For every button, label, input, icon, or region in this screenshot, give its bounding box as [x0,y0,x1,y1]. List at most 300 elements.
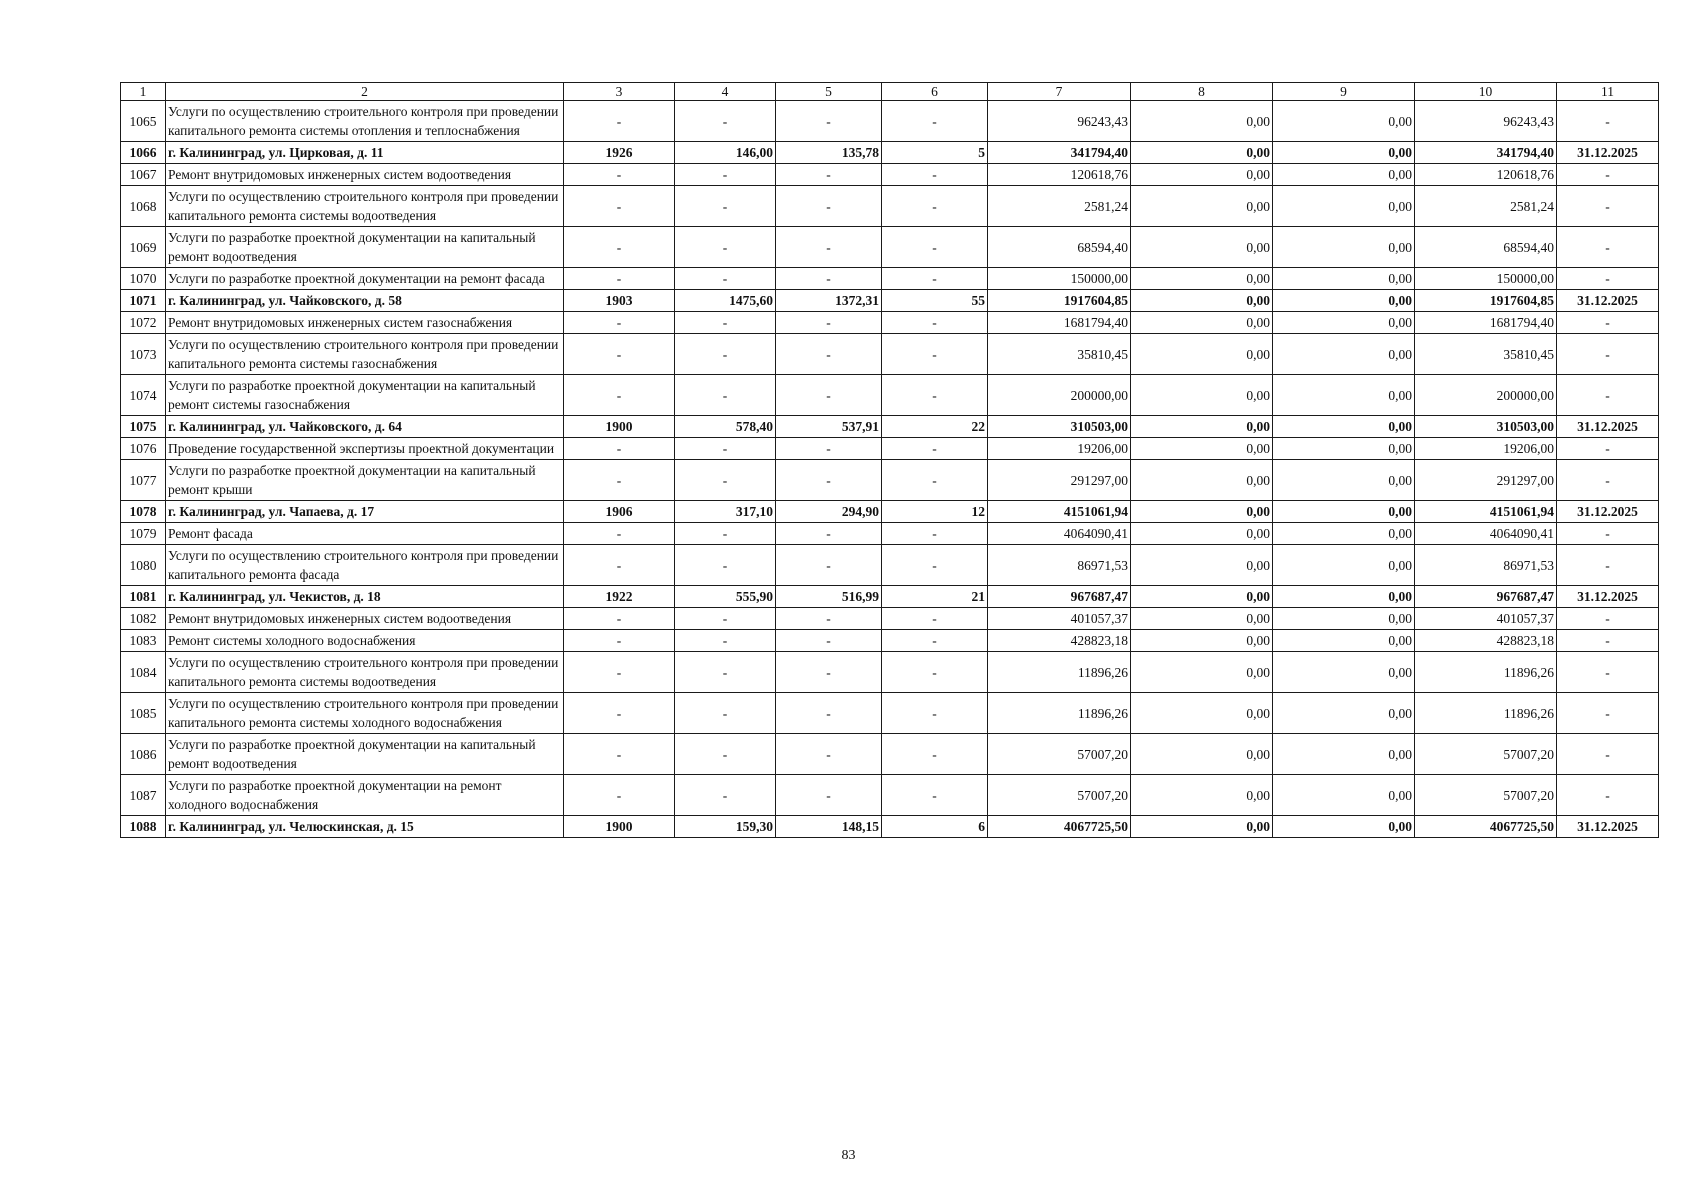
column-number-row [121,83,1659,101]
value-col-3: - [564,101,675,142]
value-col-10: 2581,24 [1415,186,1557,227]
value-col-5: - [776,268,882,290]
value-col-6: 6 [882,816,988,838]
value-col-7: 1917604,85 [988,290,1131,312]
address-row [121,501,1659,523]
value-col-10: 200000,00 [1415,375,1557,416]
value-col-5: - [776,164,882,186]
row-number: 1080 [121,545,166,586]
value-col-7: 35810,45 [988,334,1131,375]
row-number: 1085 [121,693,166,734]
work-description: г. Калининград, ул. Чайковского, д. 58 [166,290,564,312]
value-col-5: - [776,630,882,652]
work-description: Услуги по осуществлению строительного контроля при проведении капитального ремонта системы холодного водоснабжения [166,693,564,734]
value-col-7: 291297,00 [988,460,1131,501]
value-col-7: 4151061,94 [988,501,1131,523]
value-col-6: - [882,460,988,501]
work-item-row [121,186,1659,227]
row-number: 1088 [121,816,166,838]
value-col-7: 200000,00 [988,375,1131,416]
value-col-8: 0,00 [1131,416,1273,438]
work-description: г. Калининград, ул. Чапаева, д. 17 [166,501,564,523]
value-col-11: - [1557,693,1659,734]
value-col-7: 96243,43 [988,101,1131,142]
row-number: 1076 [121,438,166,460]
row-number: 1087 [121,775,166,816]
value-col-11: - [1557,608,1659,630]
value-col-3: - [564,693,675,734]
value-col-9: 0,00 [1273,227,1415,268]
work-description: г. Калининград, ул. Цирковая, д. 11 [166,142,564,164]
value-col-10: 96243,43 [1415,101,1557,142]
value-col-7: 150000,00 [988,268,1131,290]
column-header: 8 [1131,83,1273,101]
column-header: 10 [1415,83,1557,101]
value-col-8: 0,00 [1131,334,1273,375]
value-col-10: 57007,20 [1415,734,1557,775]
value-col-5: - [776,652,882,693]
value-col-8: 0,00 [1131,460,1273,501]
value-col-3: - [564,438,675,460]
value-col-11: 31.12.2025 [1557,416,1659,438]
row-number: 1077 [121,460,166,501]
value-col-3: 1906 [564,501,675,523]
value-col-9: 0,00 [1273,630,1415,652]
value-col-5: 537,91 [776,416,882,438]
value-col-3: 1900 [564,816,675,838]
work-description: Ремонт внутридомовых инженерных систем водоотведения [166,608,564,630]
work-description: Услуги по осуществлению строительного контроля при проведении капитального ремонта системы газоснабжения [166,334,564,375]
value-col-3: 1922 [564,586,675,608]
work-description: Услуги по разработке проектной документации на капитальный ремонт водоотведения [166,734,564,775]
value-col-11: - [1557,334,1659,375]
work-description: г. Калининград, ул. Чекистов, д. 18 [166,586,564,608]
value-col-11: - [1557,101,1659,142]
value-col-4: - [675,608,776,630]
value-col-7: 341794,40 [988,142,1131,164]
value-col-8: 0,00 [1131,652,1273,693]
value-col-6: - [882,312,988,334]
row-number: 1067 [121,164,166,186]
column-header: 7 [988,83,1131,101]
value-col-5: - [776,545,882,586]
value-col-11: - [1557,438,1659,460]
address-row [121,416,1659,438]
value-col-3: - [564,268,675,290]
value-col-3: 1926 [564,142,675,164]
column-header: 5 [776,83,882,101]
work-description: Ремонт системы холодного водоснабжения [166,630,564,652]
value-col-6: - [882,268,988,290]
value-col-7: 57007,20 [988,775,1131,816]
value-col-6: - [882,775,988,816]
row-number: 1079 [121,523,166,545]
value-col-5: - [776,693,882,734]
value-col-10: 967687,47 [1415,586,1557,608]
value-col-11: - [1557,652,1659,693]
row-number: 1078 [121,501,166,523]
value-col-6: 5 [882,142,988,164]
value-col-3: - [564,652,675,693]
value-col-4: - [675,523,776,545]
value-col-9: 0,00 [1273,734,1415,775]
value-col-9: 0,00 [1273,652,1415,693]
work-item-row [121,545,1659,586]
column-header: 9 [1273,83,1415,101]
value-col-6: - [882,693,988,734]
work-description: Ремонт внутридомовых инженерных систем водоотведения [166,164,564,186]
address-row [121,816,1659,838]
value-col-5: - [776,734,882,775]
work-description: г. Калининград, ул. Чайковского, д. 64 [166,416,564,438]
value-col-6: - [882,630,988,652]
value-col-10: 11896,26 [1415,652,1557,693]
value-col-8: 0,00 [1131,186,1273,227]
value-col-7: 57007,20 [988,734,1131,775]
value-col-5: - [776,608,882,630]
value-col-6: - [882,101,988,142]
value-col-11: - [1557,268,1659,290]
value-col-8: 0,00 [1131,816,1273,838]
value-col-10: 1917604,85 [1415,290,1557,312]
value-col-5: - [776,334,882,375]
work-item-row [121,375,1659,416]
value-col-10: 1681794,40 [1415,312,1557,334]
value-col-7: 401057,37 [988,608,1131,630]
value-col-6: - [882,608,988,630]
value-col-10: 150000,00 [1415,268,1557,290]
work-item-row [121,775,1659,816]
column-header: 4 [675,83,776,101]
value-col-5: - [776,460,882,501]
work-item-row [121,101,1659,142]
value-col-7: 19206,00 [988,438,1131,460]
value-col-10: 68594,40 [1415,227,1557,268]
value-col-11: - [1557,186,1659,227]
value-col-8: 0,00 [1131,734,1273,775]
value-col-11: 31.12.2025 [1557,290,1659,312]
value-col-6: 55 [882,290,988,312]
work-item-row [121,227,1659,268]
value-col-8: 0,00 [1131,608,1273,630]
value-col-9: 0,00 [1273,268,1415,290]
value-col-4: 1475,60 [675,290,776,312]
value-col-9: 0,00 [1273,501,1415,523]
value-col-4: - [675,101,776,142]
value-col-11: - [1557,630,1659,652]
value-col-11: - [1557,164,1659,186]
value-col-8: 0,00 [1131,268,1273,290]
value-col-9: 0,00 [1273,186,1415,227]
value-col-3: - [564,775,675,816]
row-number: 1068 [121,186,166,227]
value-col-5: 516,99 [776,586,882,608]
work-item-row [121,164,1659,186]
value-col-10: 341794,40 [1415,142,1557,164]
value-col-6: - [882,164,988,186]
work-description: Услуги по осуществлению строительного контроля при проведении капитального ремонта системы отопления и теплоснабжения [166,101,564,142]
value-col-8: 0,00 [1131,142,1273,164]
value-col-3: - [564,312,675,334]
value-col-8: 0,00 [1131,586,1273,608]
value-col-9: 0,00 [1273,164,1415,186]
value-col-8: 0,00 [1131,523,1273,545]
value-col-8: 0,00 [1131,290,1273,312]
value-col-7: 2581,24 [988,186,1131,227]
value-col-10: 35810,45 [1415,334,1557,375]
value-col-8: 0,00 [1131,545,1273,586]
value-col-4: - [675,312,776,334]
value-col-10: 11896,26 [1415,693,1557,734]
value-col-5: - [776,312,882,334]
work-description: Услуги по осуществлению строительного контроля при проведении капитального ремонта фасада [166,545,564,586]
work-description: Услуги по разработке проектной документации на ремонт фасада [166,268,564,290]
value-col-5: - [776,227,882,268]
work-item-row [121,312,1659,334]
value-col-9: 0,00 [1273,416,1415,438]
repair-plan-table [120,82,1659,838]
value-col-4: - [675,186,776,227]
row-number: 1069 [121,227,166,268]
value-col-8: 0,00 [1131,375,1273,416]
value-col-11: 31.12.2025 [1557,586,1659,608]
work-description: г. Калининград, ул. Челюскинская, д. 15 [166,816,564,838]
value-col-5: - [776,523,882,545]
value-col-7: 428823,18 [988,630,1131,652]
value-col-7: 68594,40 [988,227,1131,268]
value-col-4: - [675,375,776,416]
value-col-4: - [675,268,776,290]
work-description: Услуги по разработке проектной документации на капитальный ремонт крыши [166,460,564,501]
value-col-4: 159,30 [675,816,776,838]
column-header: 1 [121,83,166,101]
value-col-9: 0,00 [1273,334,1415,375]
column-header: 6 [882,83,988,101]
table-body [121,101,1659,838]
value-col-3: - [564,734,675,775]
value-col-9: 0,00 [1273,545,1415,586]
value-col-5: 1372,31 [776,290,882,312]
value-col-4: - [675,460,776,501]
value-col-7: 11896,26 [988,693,1131,734]
value-col-4: 146,00 [675,142,776,164]
value-col-6: - [882,227,988,268]
value-col-3: - [564,608,675,630]
value-col-8: 0,00 [1131,227,1273,268]
value-col-6: - [882,652,988,693]
value-col-7: 86971,53 [988,545,1131,586]
value-col-11: - [1557,775,1659,816]
value-col-4: 317,10 [675,501,776,523]
value-col-7: 310503,00 [988,416,1131,438]
value-col-4: 578,40 [675,416,776,438]
value-col-6: 22 [882,416,988,438]
value-col-3: 1903 [564,290,675,312]
row-number: 1081 [121,586,166,608]
work-item-row [121,734,1659,775]
work-item-row [121,630,1659,652]
row-number: 1074 [121,375,166,416]
value-col-3: - [564,375,675,416]
value-col-10: 19206,00 [1415,438,1557,460]
value-col-6: - [882,545,988,586]
value-col-4: - [675,545,776,586]
value-col-5: - [776,375,882,416]
value-col-11: - [1557,545,1659,586]
value-col-9: 0,00 [1273,438,1415,460]
row-number: 1071 [121,290,166,312]
value-col-3: - [564,630,675,652]
value-col-10: 86971,53 [1415,545,1557,586]
address-row [121,142,1659,164]
value-col-9: 0,00 [1273,312,1415,334]
value-col-8: 0,00 [1131,775,1273,816]
value-col-5: - [776,438,882,460]
value-col-3: - [564,186,675,227]
value-col-11: 31.12.2025 [1557,816,1659,838]
value-col-8: 0,00 [1131,164,1273,186]
value-col-10: 4067725,50 [1415,816,1557,838]
value-col-9: 0,00 [1273,586,1415,608]
row-number: 1082 [121,608,166,630]
value-col-4: - [675,334,776,375]
value-col-11: - [1557,734,1659,775]
value-col-3: - [564,523,675,545]
value-col-3: - [564,164,675,186]
work-item-row [121,438,1659,460]
work-item-row [121,608,1659,630]
value-col-9: 0,00 [1273,142,1415,164]
value-col-8: 0,00 [1131,693,1273,734]
value-col-4: 555,90 [675,586,776,608]
value-col-4: - [675,630,776,652]
value-col-4: - [675,164,776,186]
value-col-4: - [675,227,776,268]
work-item-row [121,268,1659,290]
work-item-row [121,523,1659,545]
value-col-8: 0,00 [1131,312,1273,334]
value-col-10: 4064090,41 [1415,523,1557,545]
row-number: 1084 [121,652,166,693]
work-description: Услуги по осуществлению строительного контроля при проведении капитального ремонта системы водоотведения [166,186,564,227]
work-description: Услуги по разработке проектной документации на капитальный ремонт водоотведения [166,227,564,268]
row-number: 1066 [121,142,166,164]
value-col-4: - [675,734,776,775]
value-col-5: 148,15 [776,816,882,838]
work-item-row [121,460,1659,501]
value-col-6: - [882,438,988,460]
value-col-4: - [675,775,776,816]
value-col-9: 0,00 [1273,608,1415,630]
value-col-3: - [564,545,675,586]
value-col-9: 0,00 [1273,775,1415,816]
value-col-8: 0,00 [1131,101,1273,142]
value-col-5: - [776,186,882,227]
value-col-10: 310503,00 [1415,416,1557,438]
row-number: 1083 [121,630,166,652]
value-col-11: 31.12.2025 [1557,501,1659,523]
value-col-10: 291297,00 [1415,460,1557,501]
row-number: 1086 [121,734,166,775]
value-col-6: 12 [882,501,988,523]
value-col-11: - [1557,375,1659,416]
value-col-9: 0,00 [1273,460,1415,501]
value-col-6: 21 [882,586,988,608]
value-col-10: 57007,20 [1415,775,1557,816]
row-number: 1065 [121,101,166,142]
value-col-4: - [675,693,776,734]
value-col-5: - [776,101,882,142]
value-col-10: 120618,76 [1415,164,1557,186]
value-col-3: - [564,227,675,268]
value-col-5: 135,78 [776,142,882,164]
value-col-9: 0,00 [1273,375,1415,416]
work-description: Услуги по разработке проектной документации на капитальный ремонт системы газоснабжения [166,375,564,416]
value-col-6: - [882,186,988,227]
value-col-8: 0,00 [1131,630,1273,652]
column-header: 11 [1557,83,1659,101]
page-number: 83 [841,1148,856,1163]
work-description: Ремонт фасада [166,523,564,545]
work-description: Ремонт внутридомовых инженерных систем газоснабжения [166,312,564,334]
work-description: Услуги по разработке проектной документации на ремонт холодного водоснабжения [166,775,564,816]
work-item-row [121,693,1659,734]
work-item-row [121,652,1659,693]
address-row [121,290,1659,312]
address-row [121,586,1659,608]
column-header: 3 [564,83,675,101]
value-col-6: - [882,523,988,545]
value-col-6: - [882,734,988,775]
value-col-10: 4151061,94 [1415,501,1557,523]
value-col-7: 4067725,50 [988,816,1131,838]
value-col-7: 4064090,41 [988,523,1131,545]
value-col-7: 1681794,40 [988,312,1131,334]
work-item-row [121,334,1659,375]
value-col-9: 0,00 [1273,101,1415,142]
value-col-9: 0,00 [1273,693,1415,734]
value-col-3: 1900 [564,416,675,438]
value-col-6: - [882,334,988,375]
value-col-4: - [675,438,776,460]
value-col-4: - [675,652,776,693]
row-number: 1073 [121,334,166,375]
value-col-7: 120618,76 [988,164,1131,186]
value-col-11: - [1557,523,1659,545]
value-col-10: 428823,18 [1415,630,1557,652]
value-col-5: 294,90 [776,501,882,523]
value-col-11: - [1557,312,1659,334]
row-number: 1075 [121,416,166,438]
work-description: Проведение государственной экспертизы проектной документации [166,438,564,460]
value-col-9: 0,00 [1273,290,1415,312]
value-col-9: 0,00 [1273,523,1415,545]
work-description: Услуги по осуществлению строительного контроля при проведении капитального ремонта системы водоотведения [166,652,564,693]
value-col-9: 0,00 [1273,816,1415,838]
value-col-11: - [1557,227,1659,268]
row-number: 1070 [121,268,166,290]
value-col-10: 401057,37 [1415,608,1557,630]
value-col-6: - [882,375,988,416]
value-col-5: - [776,775,882,816]
value-col-11: - [1557,460,1659,501]
value-col-3: - [564,334,675,375]
value-col-11: 31.12.2025 [1557,142,1659,164]
value-col-7: 967687,47 [988,586,1131,608]
row-number: 1072 [121,312,166,334]
value-col-7: 11896,26 [988,652,1131,693]
value-col-3: - [564,460,675,501]
